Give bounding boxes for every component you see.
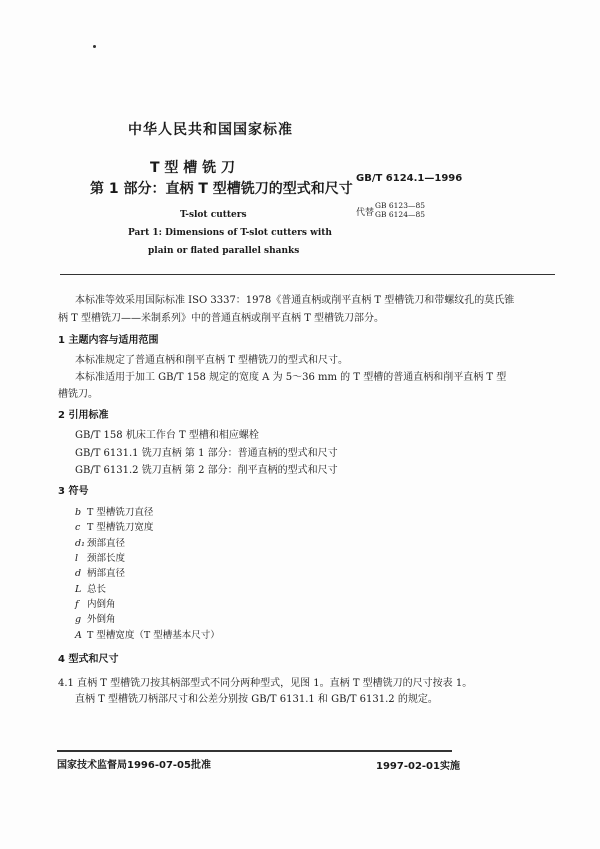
title-en-1: T-slot cutters [180, 210, 247, 220]
s1-line-1: 本标准规定了普通直柄和削平直柄 T 型槽铣刀的型式和尺寸。 [75, 355, 349, 366]
symbol-f: f 内倒角 [75, 599, 116, 610]
header-rule [60, 274, 555, 275]
intro-line-1: 本标准等效采用国际标准 ISO 3337：1978《普通直柄或削平直柄 T 型槽铣刀和带螺纹孔的莫氏锥 [75, 295, 515, 306]
symbol-c: c T 型槽铣刀宽度 [75, 522, 154, 533]
footer-rule [57, 750, 452, 752]
title-en-3: plain or flated parallel shanks [148, 246, 300, 256]
s4-line-1: 4.1 直柄 T 型槽铣刀按其柄部型式不同分两种型式，见图 1。直柄 T 型槽铣刀的尺寸按表 1。 [58, 678, 473, 689]
s1-line-2: 本标准适用于加工 GB/T 158 规定的宽度 A 为 5～36 mm 的 T 型槽的普通直柄和削平直柄 T 型 [75, 372, 507, 383]
standard-number: GB/T 6124.1—1996 [356, 173, 463, 184]
approval-date: 国家技术监督局1996-07-05批准 [57, 760, 211, 771]
replaces-1: GB 6123—85 [375, 201, 426, 210]
intro-line-2: 柄 T 型槽铣刀——米制系列》中的普通直柄或削平直柄 T 型槽铣刀部分。 [58, 313, 385, 324]
s1-line-3: 槽铣刀。 [58, 389, 98, 400]
scan-speck [93, 45, 96, 48]
symbol-b: b T 型槽铣刀直径 [75, 507, 154, 518]
ref-2: GB/T 6131.1 铣刀直柄 第 1 部分：普通直柄的型式和尺寸 [75, 448, 338, 459]
symbol-L: L 总长 [75, 584, 107, 595]
section-3-heading: 3 符号 [58, 486, 89, 497]
symbol-A: A T 型槽宽度（T 型槽基本尺寸） [75, 630, 220, 641]
replaces-label: 代替 [356, 208, 375, 218]
symbol-d1: d₁ 颈部直径 [75, 538, 126, 549]
title-main: T 型 槽 铣 刀 [150, 160, 236, 176]
title-en-2: Part 1: Dimensions of T-slot cutters with [128, 228, 332, 238]
symbol-g: g 外倒角 [75, 614, 116, 625]
replaces-2: GB 6124—85 [375, 210, 426, 219]
country-standard-header: 中华人民共和国国家标准 [128, 122, 293, 138]
symbol-d: d 柄部直径 [75, 568, 126, 579]
ref-1: GB/T 158 机床工作台 T 型槽和相应螺栓 [75, 430, 259, 441]
title-sub: 第 1 部分：直柄 T 型槽铣刀的型式和尺寸 [90, 181, 353, 197]
symbol-l: l 颈部长度 [75, 553, 126, 564]
s4-line-2: 直柄 T 型槽铣刀柄部尺寸和公差分别按 GB/T 6131.1 和 GB/T 6131.2 的规定。 [75, 694, 438, 705]
effective-date: 1997-02-01实施 [376, 761, 460, 772]
section-2-heading: 2 引用标准 [58, 410, 109, 421]
ref-3: GB/T 6131.2 铣刀直柄 第 2 部分：削平直柄的型式和尺寸 [75, 465, 338, 476]
section-4-heading: 4 型式和尺寸 [58, 654, 119, 665]
section-1-heading: 1 主题内容与适用范围 [58, 335, 159, 346]
